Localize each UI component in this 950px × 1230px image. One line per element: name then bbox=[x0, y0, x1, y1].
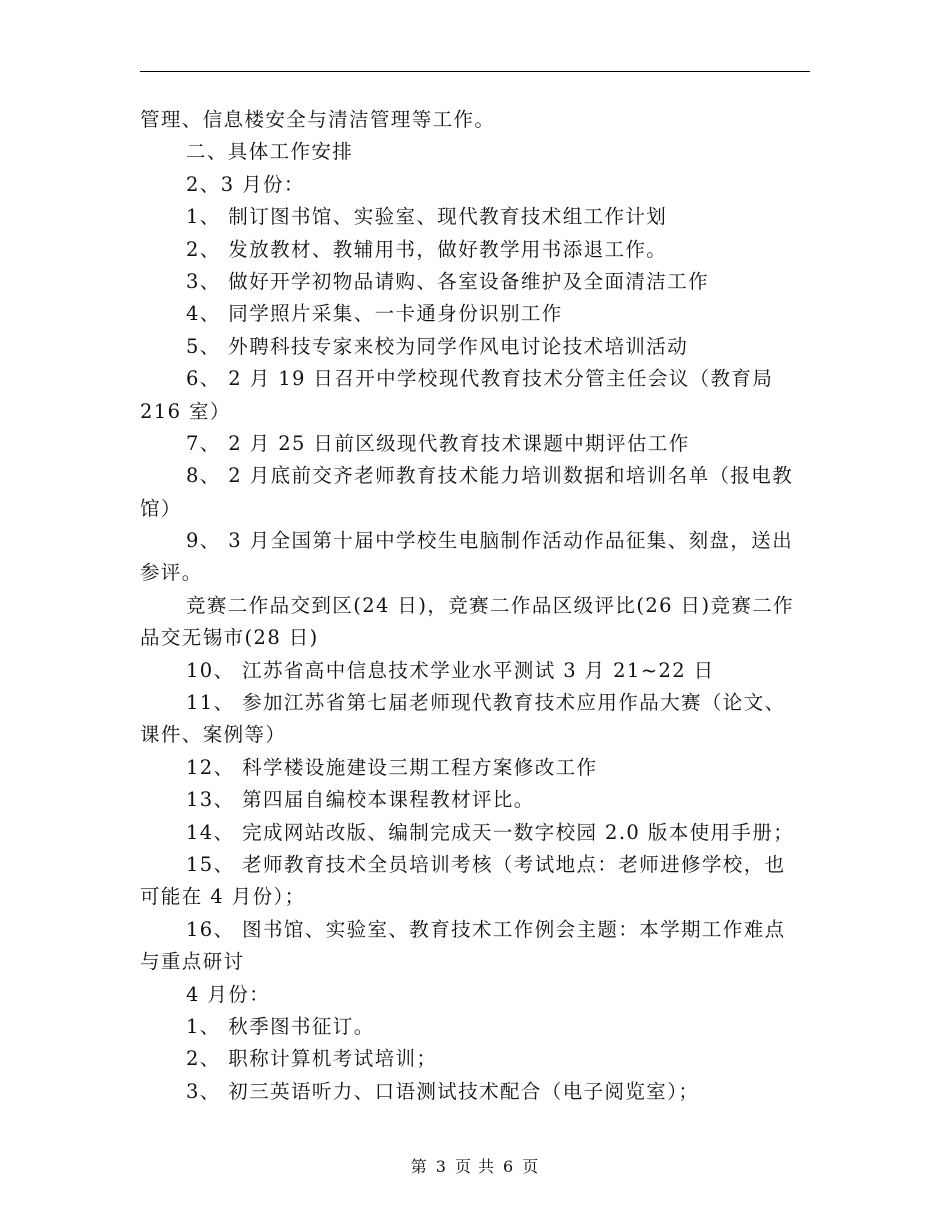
body-line: 二、具体工作安排 bbox=[186, 140, 354, 164]
footer-total-pages: 6 bbox=[503, 1157, 515, 1176]
header-rule bbox=[140, 71, 810, 72]
body-line: 14、 完成网站改版、编制完成天一数字校园 2.0 版本使用手册； bbox=[186, 820, 795, 844]
body-line: 7、 2 月 25 日前区级现代教育技术课题中期评估工作 bbox=[186, 431, 690, 455]
footer-middle: 页 共 bbox=[454, 1157, 496, 1176]
body-line: 2、3 月份： bbox=[186, 172, 305, 196]
body-line: 12、 科学楼设施建设三期工程方案修改工作 bbox=[186, 755, 598, 779]
page-footer bbox=[0, 1154, 950, 1177]
body-line: 11、 参加江苏省第七届老师现代教育技术应用作品大赛（论文、 bbox=[186, 691, 786, 715]
body-line: 4、 同学照片采集、一卡通身份识别工作 bbox=[186, 302, 563, 326]
body-line: 与重点研讨 bbox=[140, 950, 245, 974]
body-line: 9、 3 月全国第十届中学校生电脑制作活动作品征集、刻盘，送出 bbox=[186, 529, 794, 553]
body-line: 可能在 4 月份）； bbox=[140, 885, 306, 909]
footer-suffix: 页 bbox=[522, 1157, 540, 1176]
body-line: 13、 第四届自编校本课程教材评比。 bbox=[186, 788, 535, 812]
body-line: 6、 2 月 19 日召开中学校现代教育技术分管主任会议（教育局 bbox=[186, 367, 774, 391]
body-line: 参评。 bbox=[140, 561, 203, 585]
body-line: 10、 江苏省高中信息技术学业水平测试 3 月 21~22 日 bbox=[186, 658, 715, 682]
body-line: 16、 图书馆、实验室、教育技术工作例会主题：本学期工作难点 bbox=[186, 917, 786, 941]
body-line: 2、 职称计算机考试培训； bbox=[186, 1047, 438, 1071]
body-line: 3、 做好开学初物品请购、各室设备维护及全面清洁工作 bbox=[186, 269, 710, 293]
document-body bbox=[140, 104, 812, 1108]
body-line: 216 室） bbox=[140, 399, 231, 423]
body-line: 1、 秋季图书征订。 bbox=[186, 1014, 375, 1038]
body-line: 5、 外聘科技专家来校为同学作风电讨论技术培训活动 bbox=[186, 334, 689, 358]
body-line: 2、 发放教材、教辅用书，做好教学用书添退工作。 bbox=[186, 237, 668, 261]
body-line: 8、 2 月底前交齐老师教育技术能力培训数据和培训名单（报电教 bbox=[186, 464, 794, 488]
footer-current-page: 3 bbox=[435, 1157, 447, 1176]
body-line: 15、 老师教育技术全员培训考核（考试地点：老师进修学校，也 bbox=[186, 852, 786, 876]
body-line: 竞赛二作品交到区(24 日)，竞赛二作品区级评比(26 日)竞赛二作 bbox=[186, 593, 795, 617]
footer-prefix: 第 bbox=[410, 1157, 428, 1176]
body-line: 管理、信息楼安全与清洁管理等工作。 bbox=[140, 108, 496, 131]
body-line: 品交无锡市(28 日) bbox=[140, 626, 319, 650]
body-line: 4 月份： bbox=[186, 982, 271, 1006]
body-line: 1、 制订图书馆、实验室、现代教育技术组工作计划 bbox=[186, 205, 668, 229]
body-line: 课件、案例等） bbox=[140, 723, 287, 747]
body-line: 3、 初三英语听力、口语测试技术配合（电子阅览室）； bbox=[186, 1079, 700, 1103]
body-line: 馆） bbox=[140, 496, 182, 520]
